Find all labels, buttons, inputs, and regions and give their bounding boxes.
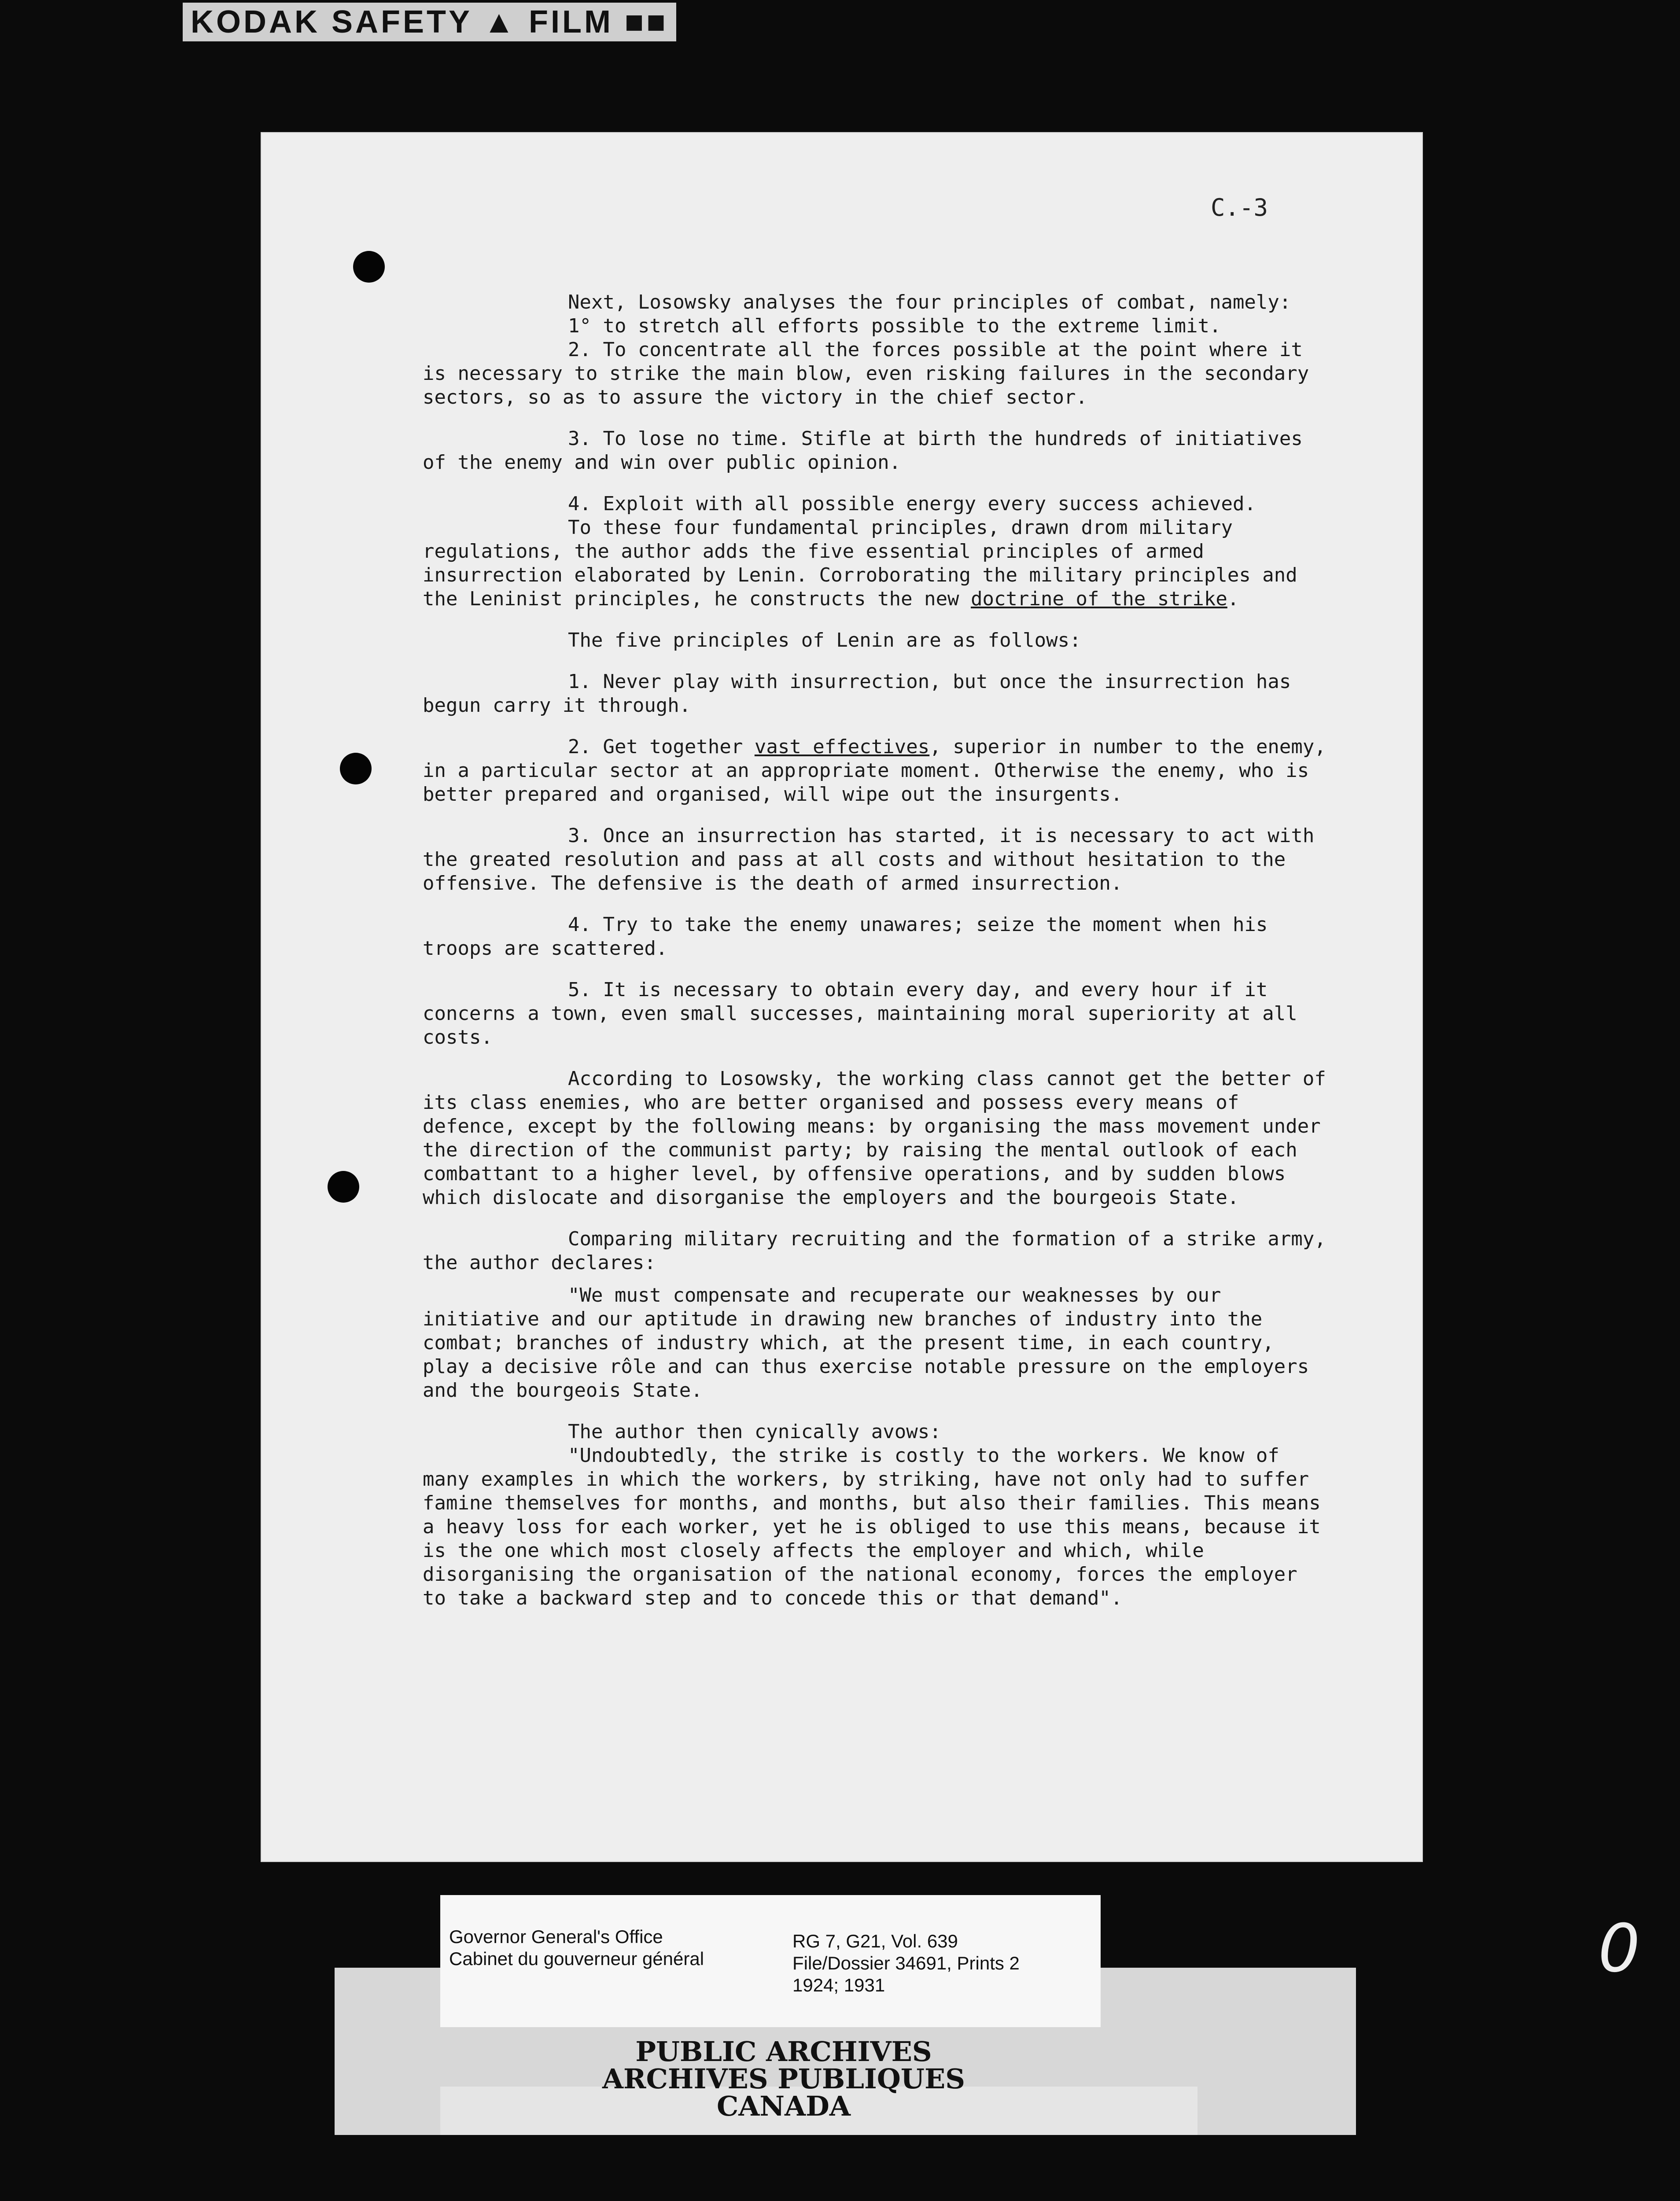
archives-line: CANADA: [716, 2090, 851, 2122]
paragraph: The five principles of Lenin are as follows:: [568, 629, 1081, 651]
label-right: [792, 1930, 1020, 1996]
paragraph: 1° to stretch all efforts possible to the extreme limit.: [568, 315, 1221, 337]
page-number: C.-3: [1211, 194, 1268, 221]
label-line: Cabinet du gouverneur général: [449, 1948, 704, 1969]
paragraph-text: 2. Get together: [568, 736, 743, 758]
paragraph: 4. Try to take the enemy unawares; seize the moment when his troops are scattered.: [423, 913, 1268, 960]
paragraph: According to Losowsky, the working class cannot get the better of its class enemies, who are better organised and possess every means of defence, except by the following means: by organising the mass movement under the direction of the communist party; by raising the mental outlook of each combattant to a higher level, by offensive operations, and by sudden blows which dislocate and disorganise the employers and the bourgeois State.: [423, 1067, 1326, 1209]
label-line: Governor General's Office: [449, 1926, 663, 1947]
paragraph: 3. To lose no time. Stifle at birth the hundreds of initiatives of the enemy and win over public opinion.: [423, 427, 1303, 474]
archive-label-card: [440, 1895, 1101, 2027]
paragraph-text: To these four fundamental principles, drawn drom military regulations, the author adds the five essential principles of armed insurrection elaborated by Lenin. Corroborating the military principles and the Leninist principles, he constructs the new: [423, 516, 1297, 610]
paragraph: 5. It is necessary to obtain every day, and every hour if it concerns a town, even small successes, maintaining moral superiority at all costs.: [423, 979, 1297, 1049]
punch-hole: [328, 1171, 359, 1203]
underlined-phrase: doctrine of the strike: [971, 588, 1227, 610]
paragraph: 3. Once an insurrection has started, it is necessary to act with the greated resolution and pass at all costs and without hesitation to the offensive. The defensive is the death of armed insurrection.: [423, 824, 1315, 894]
paragraph: [423, 735, 1330, 806]
punch-hole: [340, 753, 372, 784]
quote-paragraph: "We must compensate and recuperate our weaknesses by our initiative and our aptitude in drawing new branches of industry into the combat; branches of industry which, at the present time, in each country, play a decisive rôle and can thus exercise notable pressure on the employers and the bourgeois State.: [423, 1284, 1309, 1402]
label-left: [449, 1926, 704, 1970]
paragraph: 2. To concentrate all the forces possible at the point where it is necessary to strike the main blow, even risking failures in the secondary sectors, so as to assure the victory in the chief sector.: [423, 339, 1309, 409]
paragraph: 1. Never play with insurrection, but once the insurrection has begun carry it through.: [423, 670, 1291, 717]
paragraph: To these four fundamental principles, drawn drom military regulations, the author adds the five essential principles of armed insurrection elaborated by Lenin. Corroborating the military principles and the Leninist principles, he constructs the new doctrine of the strike.: [423, 516, 1297, 610]
paragraph: Comparing military recruiting and the formation of a strike army, the author declares:: [423, 1228, 1326, 1274]
underlined-phrase: vast effectives: [754, 736, 930, 758]
label-line: RG 7, G21, Vol. 639: [792, 1931, 958, 1951]
film-edge-marking: KODAK SAFETY ▲ FILM ■■: [183, 3, 676, 41]
archives-line: ARCHIVES PUBLIQUES: [602, 2063, 965, 2095]
paragraph: 4. Exploit with all possible energy every success achieved.: [568, 493, 1256, 515]
label-line: 1924; 1931: [792, 1975, 885, 1995]
punch-hole: [353, 251, 385, 283]
archives-stamp: [519, 2035, 1048, 2122]
document-body: [423, 291, 1330, 1628]
frame-mark: 0: [1598, 1910, 1640, 1987]
quote-paragraph: "Undoubtedly, the strike is costly to the workers. We know of many examples in which the workers, by striking, have not only had to suffer famine themselves for months, and months, but also their families. This means a heavy loss for each worker, yet he is obliged to use this means, because it is the one which most closely affects the employer and which, while disorganising the organisation of the national economy, forces the employer to take a backward step and to concede this or that demand".: [423, 1444, 1321, 1609]
label-line: File/Dossier 34691, Prints 2: [792, 1953, 1020, 1973]
paragraph-text: , superior in number to the enemy, in a particular sector at an appropriate moment. Otherwise the enemy, who is better prepared and organised, will wipe out the insurgents.: [423, 736, 1326, 806]
paragraph: Next, Losowsky analyses the four principles of combat, namely:: [568, 291, 1291, 313]
paragraph: The author then cynically avows:: [568, 1421, 941, 1443]
archives-line: PUBLIC ARCHIVES: [635, 2035, 932, 2068]
